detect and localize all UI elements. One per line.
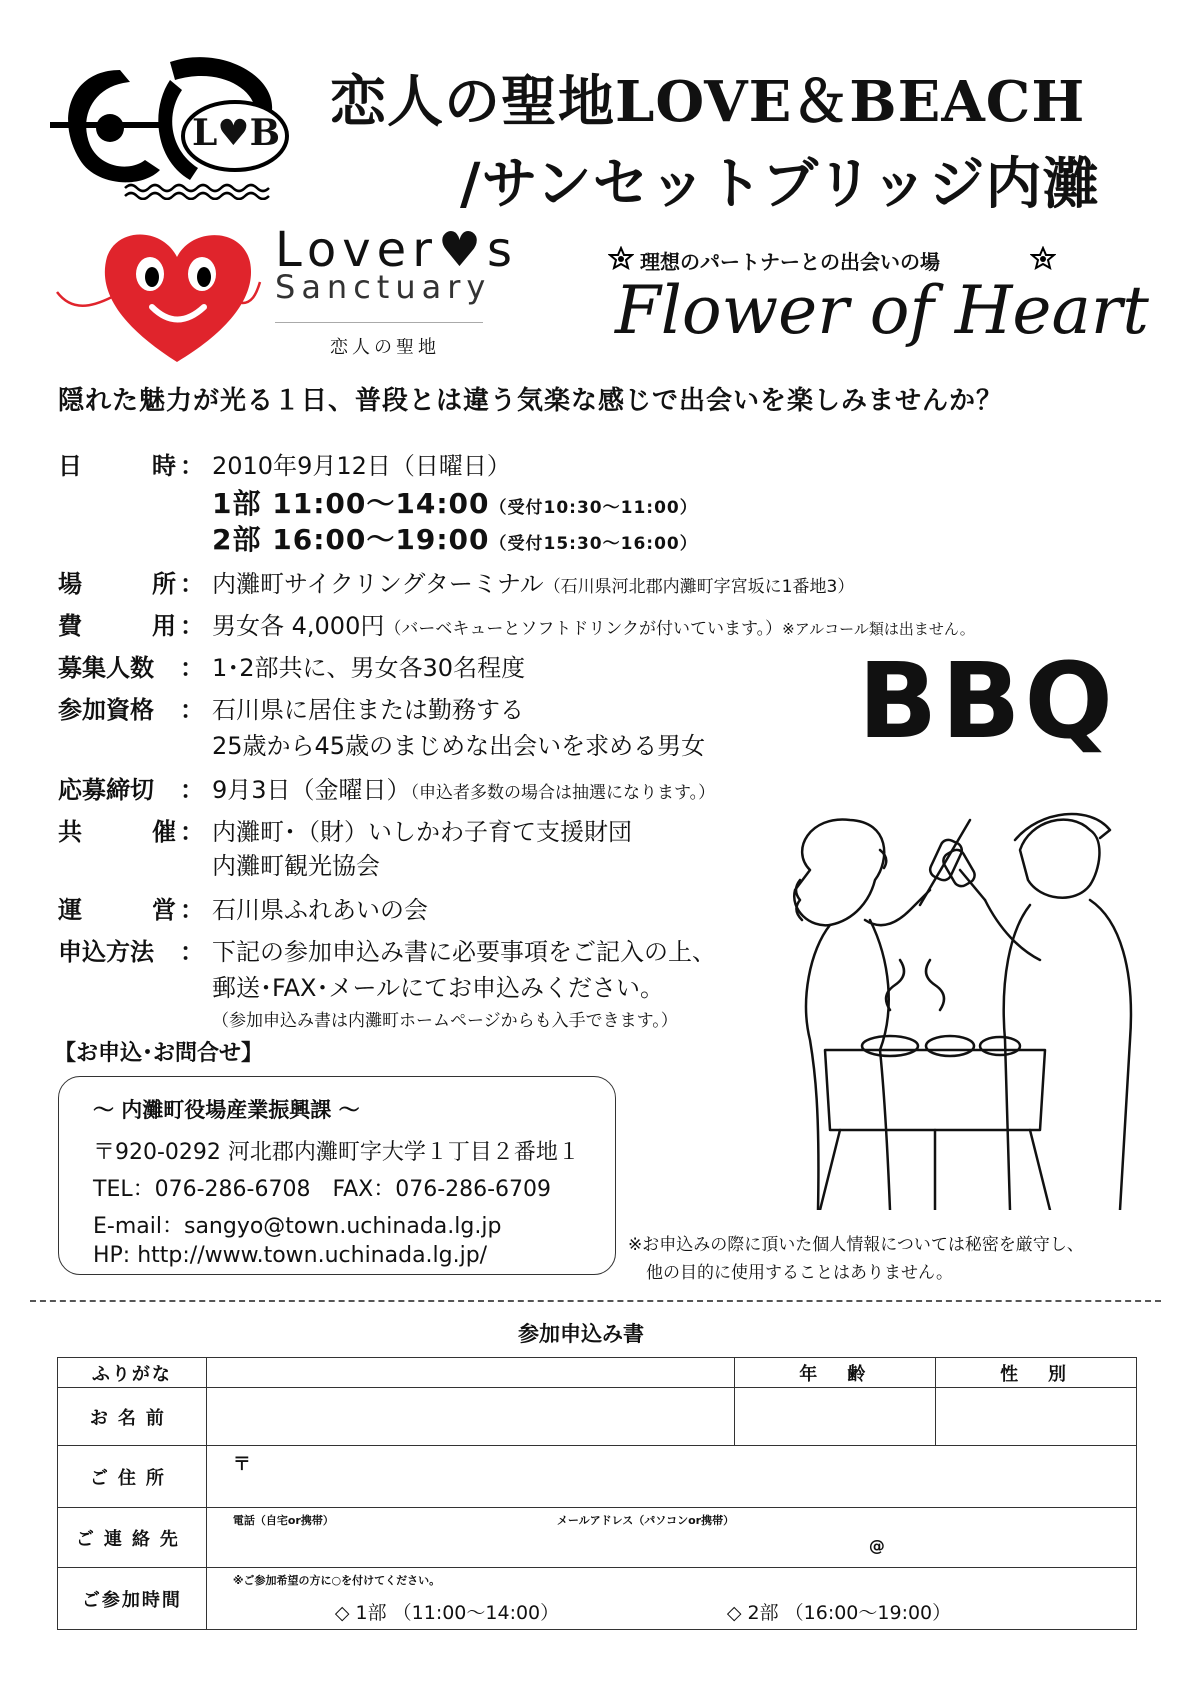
fee-value: 男女各 4,000円（バーベキューとソフトドリンクが付いています。）※アルコール類は出ません。: [212, 612, 975, 640]
cut-line: [30, 1300, 1161, 1302]
at-mark: @: [868, 1536, 885, 1555]
apply-note: （参加申込み書は内灘町ホームページからも入手できます。）: [212, 1011, 678, 1031]
fee-alcohol-note: ※アルコール類は出ません。: [782, 620, 975, 638]
label-qualify: 参加資格: [58, 696, 154, 724]
session1-time: 1部 11:00〜14:00（受付10:30〜11:00）: [212, 487, 698, 520]
contact-email[interactable]: E-mail：sangyo@town.uchinada.lg.jp: [93, 1214, 502, 1239]
contact-label: ご連絡先: [58, 1508, 207, 1568]
lb-logo: [50, 50, 295, 200]
label-place: 場 所: [58, 570, 176, 598]
contact-field[interactable]: [206, 1508, 1136, 1568]
colon: ：: [180, 570, 204, 598]
address-field[interactable]: [206, 1446, 1136, 1508]
label-deadline: 応募締切: [58, 776, 154, 804]
label-date: 日 時: [58, 452, 176, 480]
heart-mascot-icon: [52, 222, 262, 372]
apply-value2: 郵送･FAX･メールにてお申込みください。: [212, 974, 664, 1002]
furigana-label: ふりがな: [58, 1358, 207, 1388]
sanctuary-jp: 恋人の聖地: [330, 337, 440, 358]
time-field: [206, 1568, 1136, 1630]
bbq-heading: BBQ: [858, 640, 1117, 762]
flower-title: Flower of Heart: [615, 272, 1149, 349]
fee-note: （バーベキューとソフトドリンクが付いています。）: [384, 619, 783, 639]
postal-mark: 〒: [232, 1454, 251, 1475]
page-title-line1: 恋人の聖地LOVE＆BEACH: [330, 69, 1086, 135]
contact-heading: 【お申込･お問合せ】: [54, 1041, 264, 1066]
age-label: 年 齢: [735, 1358, 936, 1388]
lovers-word: Lover♥s: [275, 222, 518, 278]
apply-value1: 下記の参加申込み書に必要事項をご記入の上、: [212, 938, 716, 966]
qualify-value2: 25歳から45歳のまじめな出会いを求める男女: [212, 732, 706, 760]
phone-hint: 電話（自宅or携帯）: [232, 1514, 334, 1527]
headline: 隠れた魅力が光る１日、普段とは違う気楽な感じで出会いを楽しみませんか？: [58, 386, 1004, 416]
session1-reception: （受付10:30〜11:00）: [489, 498, 698, 518]
page-title-line2: /サンセットブリッジ内灘: [460, 151, 1100, 217]
contact-office: 〜 内灘町役場産業振興課 〜: [93, 1098, 360, 1122]
session1-option[interactable]: ◇ 1部 （11:00〜14:00）: [334, 1602, 560, 1624]
furigana-field[interactable]: [206, 1358, 734, 1388]
privacy-note-1: ※お申込みの際に頂いた個人情報については秘密を厳守し、: [628, 1235, 1084, 1255]
contact-tel-fax: TEL：076-286-6708 FAX：076-286-6709: [93, 1177, 552, 1202]
cohost-value2: 内灘町観光協会: [212, 852, 380, 880]
bbq-couple-illustration: [770, 810, 1160, 1210]
form-title: 参加申込み書: [518, 1322, 644, 1346]
time-hint: ※ご参加希望の方に○を付けてください。: [232, 1574, 441, 1587]
name-label: お名前: [58, 1388, 207, 1446]
colon: ：: [180, 818, 204, 846]
label-fee: 費 用: [58, 612, 176, 640]
privacy-note-2: 他の目的に使用することはありません。: [646, 1263, 954, 1283]
colon: ：: [180, 896, 204, 924]
operate-value: 石川県ふれあいの会: [212, 896, 428, 924]
place-address: （石川県河北郡内灘町字宮坂に1番地3）: [543, 577, 855, 597]
address-label: ご住所: [58, 1446, 207, 1508]
flower-tagline: 理想のパートナーとの出会いの場: [640, 250, 940, 274]
time-label: ご参加時間: [58, 1568, 207, 1630]
session2-option[interactable]: ◇ 2部 （16:00〜19:00）: [726, 1602, 952, 1624]
label-recruit: 募集人数: [58, 654, 154, 682]
label-cohost: 共 催: [58, 818, 176, 846]
label-apply: 申込方法: [58, 938, 154, 966]
qualify-value1: 石川県に居住または勤務する: [212, 696, 524, 724]
contact-address: 〒920-0292 河北郡内灘町字大学１丁目２番地１: [93, 1140, 580, 1165]
name-field[interactable]: [206, 1388, 734, 1446]
colon: ：: [180, 696, 204, 724]
contact-box: [58, 1076, 616, 1275]
sanctuary-divider: [275, 322, 483, 323]
colon: ：: [180, 654, 204, 682]
colon: ：: [180, 452, 204, 480]
age-field[interactable]: [735, 1388, 936, 1446]
date-value: 2010年9月12日（日曜日）: [212, 452, 511, 480]
session2-time: 2部 16:00〜19:00（受付15:30〜16:00）: [212, 523, 698, 556]
place-value: 内灘町サイクリングターミナル（石川県河北郡内灘町字宮坂に1番地3）: [212, 570, 855, 598]
contact-homepage-link[interactable]: HP: http://www.town.uchinada.lg.jp/: [93, 1243, 488, 1268]
deadline-value: 9月3日（金曜日）（申込者多数の場合は抽選になります。）: [212, 776, 716, 804]
session2-reception: （受付15:30〜16:00）: [489, 534, 698, 554]
application-form: [57, 1357, 1137, 1630]
sanctuary-word: Sanctuary: [275, 268, 492, 306]
cohost-value1: 内灘町･（財）いしかわ子育て支援財団: [212, 818, 632, 846]
colon: ：: [180, 938, 204, 966]
lb-logo-letters: L♥B: [191, 112, 280, 154]
colon: ：: [180, 776, 204, 804]
sex-label: 性 別: [936, 1358, 1137, 1388]
deadline-note: （申込者多数の場合は抽選になります。）: [410, 783, 716, 803]
mail-hint: メールアドレス（パソコンor携帯）: [556, 1514, 735, 1527]
colon: ：: [180, 612, 204, 640]
recruit-value: 1･2部共に、男女各30名程度: [212, 654, 526, 682]
label-operate: 運 営: [58, 896, 176, 924]
sex-field[interactable]: [936, 1388, 1137, 1446]
